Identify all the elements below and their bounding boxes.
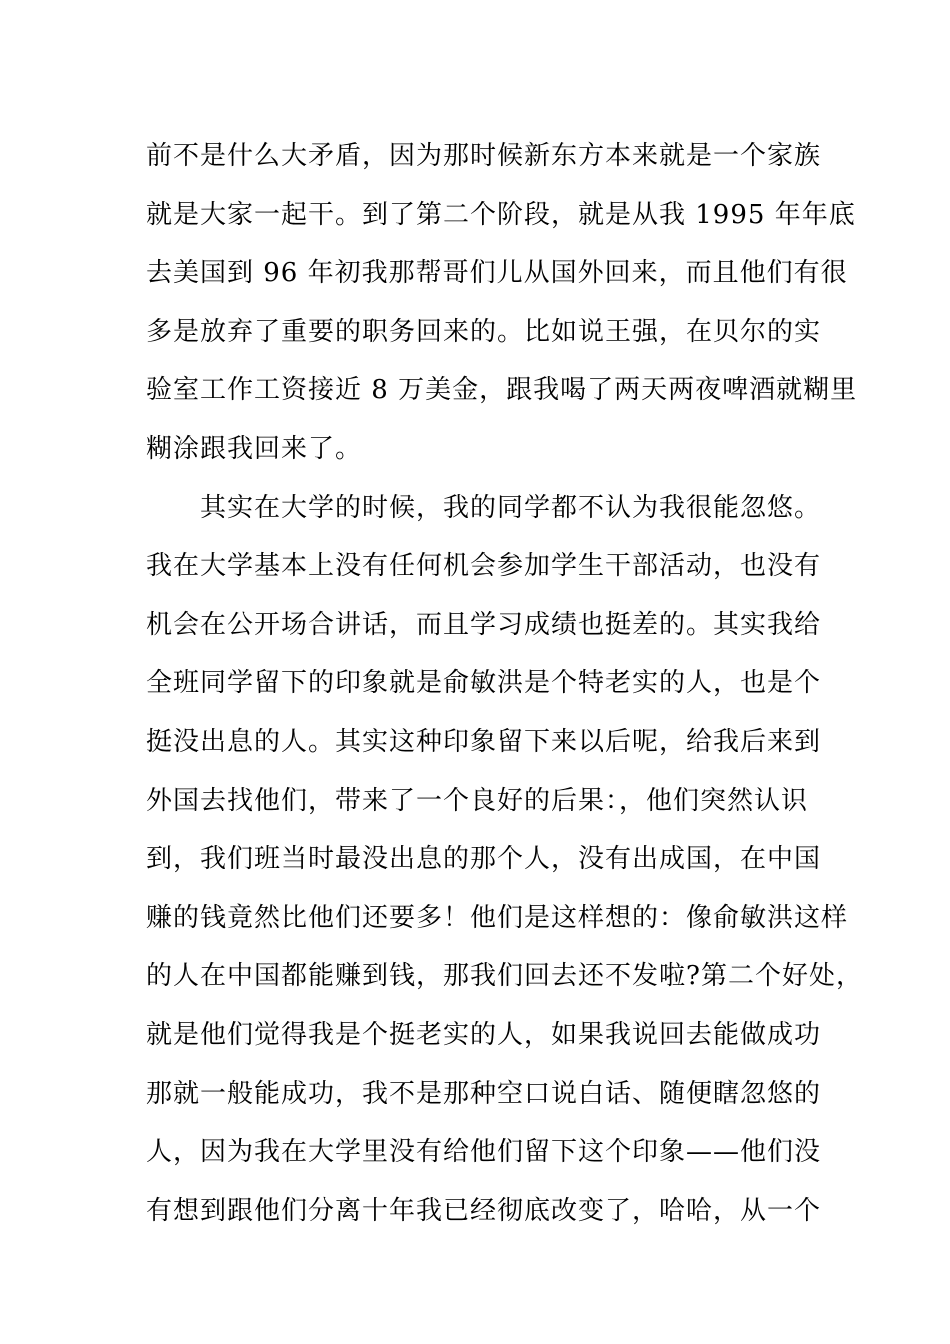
text-line: 糊涂跟我回来了。 bbox=[146, 433, 363, 464]
text-line: 机会在公开场合讲话，而且学习成绩也挺差的。其实我给 bbox=[146, 609, 822, 640]
text-line-indented: 其实在大学的时候，我的同学都不认为我很能忽悠。 bbox=[200, 492, 822, 523]
text-line: 的人在中国都能赚到钱，那我们回去还不发啦?第二个好处， bbox=[146, 961, 863, 992]
text-line: 去美国到 96 年初我那帮哥们儿从国外回来，而且他们有很 bbox=[146, 258, 848, 289]
paragraph-1 bbox=[146, 127, 858, 479]
text-line: 就是大家一起干。到了第二个阶段，就是从我 1995 年年底 bbox=[146, 199, 856, 230]
text-line: 赚的钱竟然比他们还要多！他们是这样想的：像俞敏洪这样 bbox=[146, 902, 849, 933]
text-line: 外国去找他们，带来了一个良好的后果：，他们突然认识 bbox=[146, 785, 809, 816]
paragraph-2 bbox=[146, 479, 863, 1241]
text-line: 有想到跟他们分离十年我已经彻底改变了，哈哈，从一个 bbox=[146, 1195, 822, 1226]
text-line: 多是放弃了重要的职务回来的。比如说王强，在贝尔的实 bbox=[146, 316, 822, 347]
text-line: 验室工作工资接近 8 万美金，跟我喝了两天两夜啤酒就糊里 bbox=[146, 375, 858, 406]
text-line: 人，因为我在大学里没有给他们留下这个印象——他们没 bbox=[146, 1137, 822, 1168]
text-line: 前不是什么大矛盾，因为那时候新东方本来就是一个家族 bbox=[146, 141, 822, 171]
text-line: 那就一般能成功，我不是那种空口说白话、随便瞎忽悠的 bbox=[146, 1078, 822, 1109]
text-line: 我在大学基本上没有任何机会参加学生干部活动，也没有 bbox=[146, 551, 822, 582]
text-line: 就是他们觉得我是个挺老实的人，如果我说回去能做成功 bbox=[146, 1019, 822, 1050]
text-line: 全班同学留下的印象就是俞敏洪是个特老实的人，也是个 bbox=[146, 668, 822, 699]
text-line: 到，我们班当时最没出息的那个人，没有出成国，在中国 bbox=[146, 844, 822, 875]
text-line: 挺没出息的人。其实这种印象留下来以后呢，给我后来到 bbox=[146, 726, 822, 757]
body-text bbox=[146, 127, 863, 1240]
